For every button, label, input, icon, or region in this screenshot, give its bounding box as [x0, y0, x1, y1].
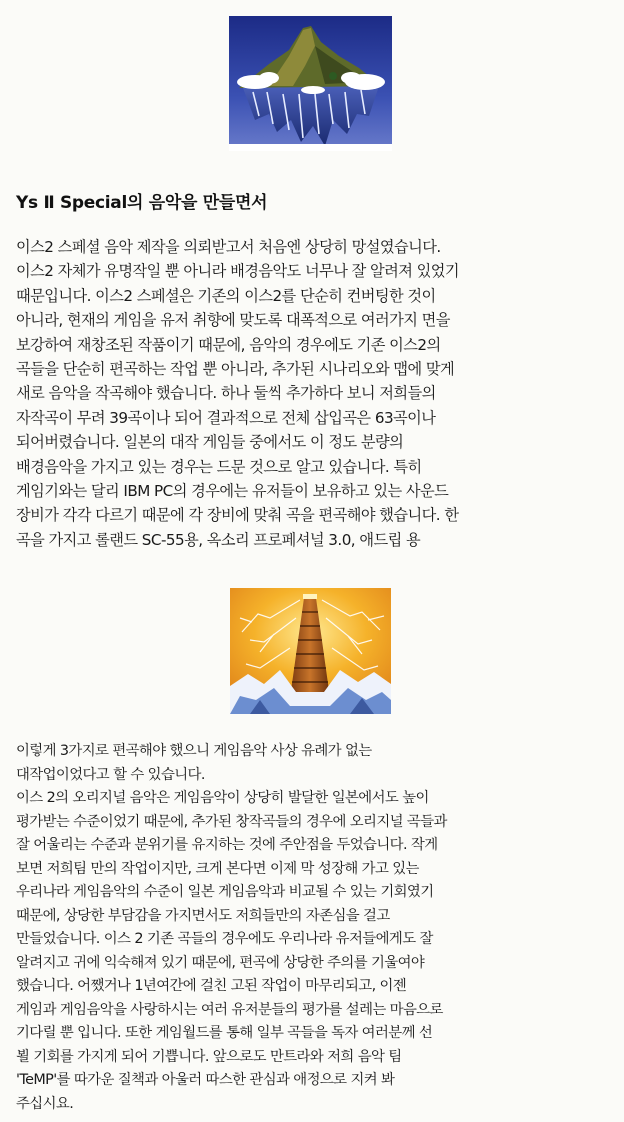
text-line: 새로 음악을 작곡해야 했습니다. 하나 둘씩 추가하다 보니 저희들의	[16, 384, 436, 403]
text-line: 곡들을 단순히 편곡하는 작업 뿐 아니라, 추가된 시나리오와 맵에 맞게	[16, 360, 455, 379]
text-line: 평가받는 수준이었기 때문에, 추가된 창작곡들의 경우에 오리지널 곡들과	[16, 813, 447, 830]
text-line: 아니라, 현재의 게임을 유저 취향에 맞도록 대폭적으로 여러가지 면을	[16, 311, 450, 330]
text-line: 알려지고 귀에 익숙해져 있기 때문에, 편곡에 상당한 주의를 기울여야	[16, 954, 425, 971]
text-line: 보면 저희팀 만의 작업이지만, 크게 본다면 이제 막 성장해 가고 있는	[16, 860, 419, 877]
article-paragraph-2	[16, 740, 447, 1116]
text-line: 이스 2의 오리지널 음악은 게임음악이 상당히 발달한 일본에서도 높이	[16, 790, 429, 806]
text-line: 때문에, 상당한 부담감을 가지면서도 저희들만의 자존심을 걸고	[16, 907, 390, 924]
text-line: 주십시요.	[16, 1095, 74, 1112]
text-line: 보강하여 재창조된 작품이기 때문에, 음악의 경우에도 기존 이스2의	[16, 335, 441, 354]
text-line: 이스2 자체가 유명작일 뿐 아니라 배경음악도 너무나 잘 알려져 있었기	[16, 262, 460, 281]
text-line: 게임기와는 달리 IBM PC의 경우에는 유저들이 보유하고 있는 사운드	[16, 482, 449, 501]
text-line: 만들었습니다. 이스 2 기존 곡들의 경우에도 우리나라 유저들에게도 잘	[16, 931, 433, 947]
floating-island-illustration	[229, 16, 392, 151]
text-line: 장비가 각각 다르기 때문에 각 장비에 맞춰 곡을 편곡해야 했습니다. 한	[16, 506, 459, 525]
text-line: 우리나라 게임음악의 수준이 일본 게임음악과 비교될 수 있는 기회였기	[16, 884, 434, 900]
text-line: 배경음악을 가지고 있는 경우는 드문 것으로 알고 있습니다. 특히	[16, 457, 422, 476]
tower-illustration	[230, 588, 391, 714]
text-line: 곡을 가지고 롤랜드 SC-55용, 옥소리 프로페셔널 3.0, 애드립 용	[16, 530, 421, 549]
text-line: 이스2 스페셜 음악 제작을 의뢰받고서 처음엔 상당히 망설였습니다.	[16, 238, 441, 256]
text-line: 기다릴 뿐 입니다. 또한 게임월드를 통해 일부 곡들을 독자 여러분께 선	[16, 1025, 433, 1041]
article-title: Ys Ⅱ Special의 음악을 만들면서	[16, 193, 268, 213]
text-line: 'TeMP'를 따가운 질책과 아울러 따스한 관심과 애정으로 지켜 봐	[16, 1072, 395, 1088]
text-line: 했습니다. 어쨌거나 1년여간에 걸친 고된 작업이 마무리되고, 이젠	[16, 978, 407, 994]
floating-island-icon	[229, 16, 392, 151]
text-line: 이렇게 3가지로 편곡해야 했으니 게임음악 사상 유례가 없는	[16, 743, 372, 759]
text-line: 자작곡이 무려 39곡이나 되어 결과적으로 전체 삽입곡은 63곡이나	[16, 408, 436, 427]
text-line: 대작업이었다고 할 수 있습니다.	[16, 766, 205, 783]
text-line: 뵐 기회를 가지게 되어 기쁩니다. 앞으로도 만트라와 저희 음악 팀	[16, 1048, 402, 1065]
text-line: 잘 어울리는 수준과 분위기를 유지하는 것에 주안점을 두었습니다. 작게	[16, 837, 438, 853]
text-line: 때문입니다. 이스2 스페셜은 기존의 이스2를 단순히 컨버팅한 것이	[16, 286, 436, 305]
darm-tower-icon	[230, 588, 391, 714]
article-paragraph-1	[16, 235, 459, 552]
text-line: 되어버렸습니다. 일본의 대작 게임들 중에서도 이 정도 분량의	[16, 433, 404, 452]
text-line: 게임과 게임음악을 사랑하시는 여러 유저분들의 평가를 설레는 마음으로	[16, 1001, 443, 1018]
